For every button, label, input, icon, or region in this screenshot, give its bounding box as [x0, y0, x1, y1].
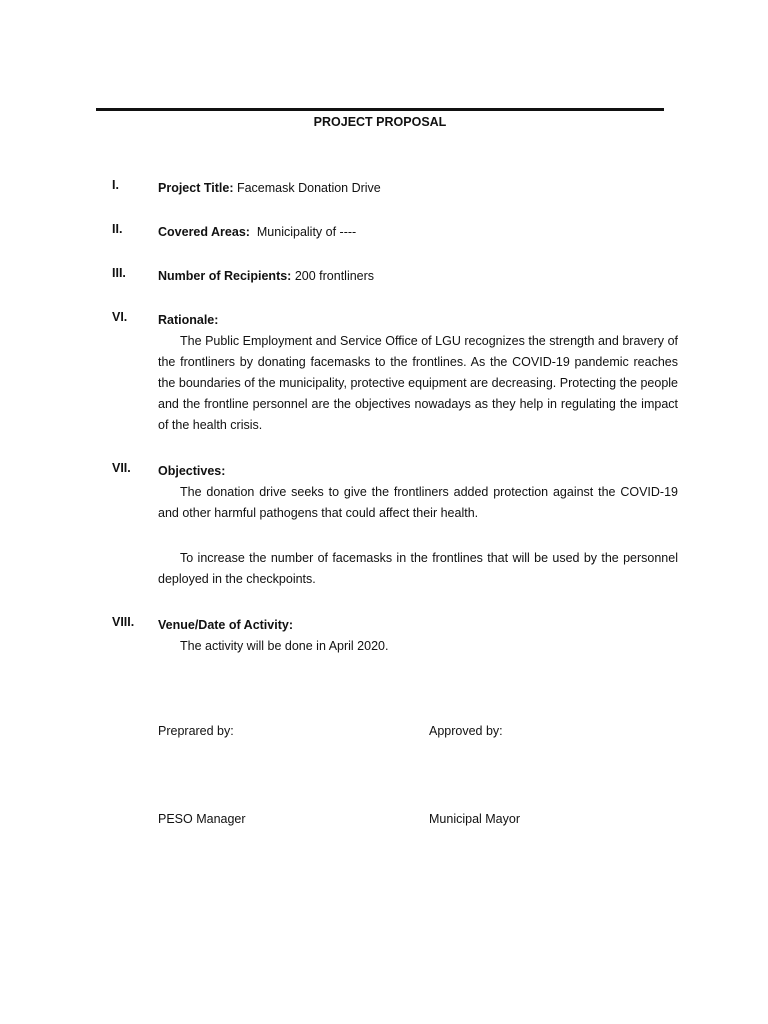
section-heading	[158, 615, 678, 636]
section-covered-areas	[112, 222, 678, 243]
section-rationale	[112, 310, 678, 436]
objectives-paragraph-2: To increase the number of facemasks in the frontlines that will be used by the personnel deployed in the checkpoints.	[158, 551, 678, 586]
document-title: PROJECT PROPOSAL	[313, 115, 447, 129]
top-rule	[96, 108, 664, 111]
section-number: VI.	[112, 310, 128, 324]
section-heading	[158, 178, 678, 199]
rationale-paragraph: The Public Employment and Service Office of LGU recognizes the strength and bravery of the frontliners by donating facemasks to the frontlines. As the COVID-19 pandemic reaches the boundaries of the municipality, protective equipment are decreasing. Protecting the people and the frontline personnel are the objectives nowadays as they help in regulating the impact of the health crisis.	[158, 334, 678, 432]
section-label: Covered Areas:	[158, 225, 250, 239]
section-heading	[158, 222, 678, 243]
section-number: III.	[112, 266, 126, 280]
section-project-title	[112, 178, 678, 199]
section-number: I.	[112, 178, 119, 192]
prepared-by-label: Preprared by:	[158, 724, 234, 738]
objectives-paragraph-1: The donation drive seeks to give the frontliners added protection against the COVID-19 and other harmful pathogens that could affect their health.	[158, 485, 678, 520]
section-number: II.	[112, 222, 123, 236]
section-number: VII.	[112, 461, 131, 475]
approved-by-label: Approved by:	[429, 724, 503, 738]
section-venue-date	[112, 615, 678, 657]
section-heading	[158, 461, 678, 482]
section-heading	[158, 266, 678, 287]
section-label: Objectives:	[158, 464, 226, 478]
section-label: Number of Recipients:	[158, 269, 292, 283]
section-label: Venue/Date of Activity:	[158, 618, 293, 632]
section-number: VIII.	[112, 615, 135, 629]
section-objectives	[112, 461, 678, 590]
approved-by-name: Municipal Mayor	[429, 812, 521, 826]
prepared-by-name: PESO Manager	[158, 812, 246, 826]
section-label: Rationale:	[158, 313, 219, 327]
section-value: 200 frontliners	[291, 269, 375, 283]
section-heading	[158, 310, 678, 331]
section-value: Municipality of ----	[249, 225, 357, 239]
venue-paragraph: The activity will be done in April 2020.	[180, 639, 389, 653]
section-recipients	[112, 266, 678, 287]
section-label: Project Title:	[158, 181, 234, 195]
section-value: Facemask Donation Drive	[233, 181, 381, 195]
